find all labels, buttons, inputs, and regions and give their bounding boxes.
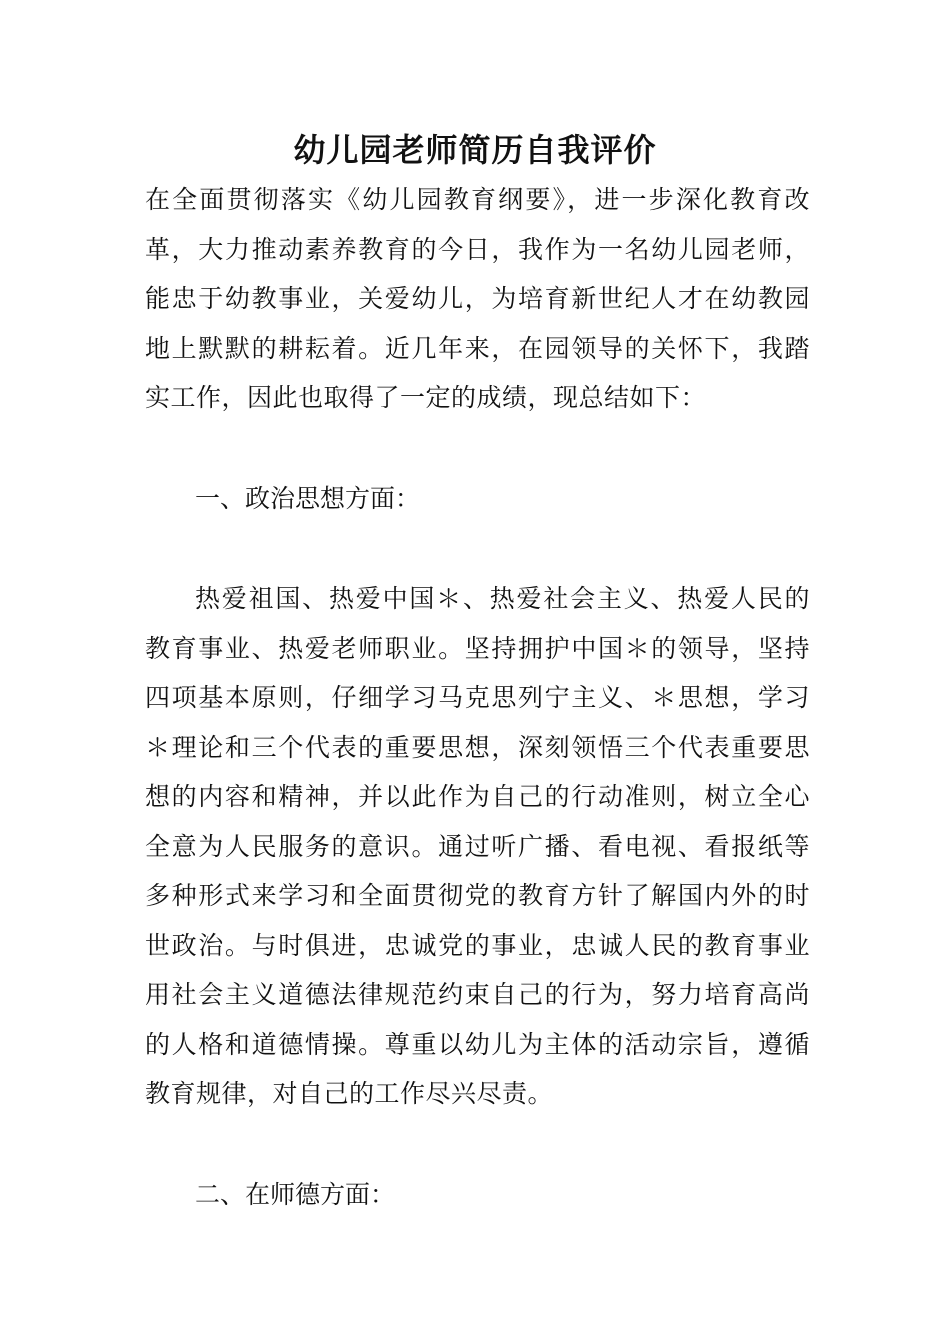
paragraph-line: 四项基本原则，仔细学习马克思列宁主义、＊思想，学习	[145, 683, 810, 712]
document-title: 幼儿园老师简历自我评价	[293, 131, 657, 169]
paragraph-line: 想的内容和精神，并以此作为自己的行动准则，树立全心	[145, 782, 810, 811]
intro-paragraph	[145, 175, 810, 423]
paragraph-line: 用社会主义道德法律规范约束自己的行为，努力培育高尚	[145, 980, 810, 1009]
paragraph-line: 热爱祖国、热爱中国＊、热爱社会主义、热爱人民的	[195, 584, 810, 613]
paragraph-line: 的人格和道德情操。尊重以幼儿为主体的活动宗旨，遵循	[145, 1029, 810, 1059]
paragraph-line: 世政治。与时俱进，忠诚党的事业，忠诚人民的教育事业	[145, 930, 810, 960]
paragraph-line: 在全面贯彻落实《幼儿园教育纲要》，进一步深化教育改	[145, 185, 810, 214]
paragraph-line: 全意为人民服务的意识。通过听广播、看电视、看报纸等	[145, 831, 810, 861]
paragraph-line: 实工作，因此也取得了一定的成绩，现总结如下：	[145, 383, 707, 412]
section-political-paragraph	[145, 574, 810, 1119]
paragraph-line: 多种形式来学习和全面贯彻党的教育方针了解国内外的时	[145, 881, 810, 910]
paragraph-line: 地上默默的耕耘着。近几年来，在园领导的关怀下，我踏	[145, 333, 810, 363]
paragraph-line: 能忠于幼教事业，关爱幼儿，为培育新世纪人才在幼教园	[145, 284, 810, 313]
section-heading-ethics: 二、在师德方面：	[195, 1180, 396, 1209]
paragraph-line: 革，大力推动素养教育的今日，我作为一名幼儿园老师，	[145, 234, 810, 264]
paragraph-line: 教育事业、热爱老师职业。坚持拥护中国＊的领导，坚持	[145, 633, 810, 663]
section-heading-political: 一、政治思想方面：	[195, 484, 421, 513]
paragraph-line: 教育规律，对自己的工作尽兴尽责。	[145, 1079, 554, 1108]
paragraph-line: ＊理论和三个代表的重要思想，深刻领悟三个代表重要思	[145, 732, 810, 762]
